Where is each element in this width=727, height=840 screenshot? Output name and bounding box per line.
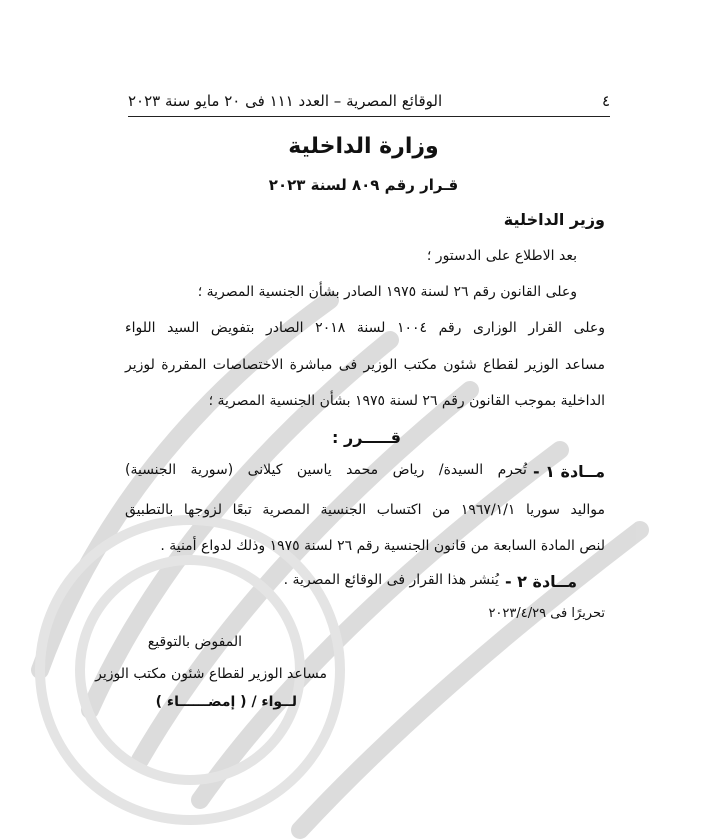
article-2-label: مــادة ٢ - bbox=[504, 572, 577, 591]
article-1-label: مــادة ١ - bbox=[532, 462, 605, 481]
signature-name: لــواء / ( إمضــــــاء ) bbox=[155, 694, 297, 710]
ministry-title: وزارة الداخلية bbox=[288, 134, 439, 159]
signature-delegate: المفوض بالتوقيع bbox=[147, 634, 242, 650]
preamble-line-4: مساعد الوزير لقطاع شئون مكتب الوزير فى مباشرة الاختصاصات المقررة لوزير bbox=[125, 357, 605, 373]
preamble-line-5: الداخلية بموجب القانون رقم ٢٦ لسنة ١٩٧٥ بشأن الجنسية المصرية ؛ bbox=[208, 393, 605, 409]
page-header bbox=[128, 86, 610, 110]
preamble-line-3: وعلى القرار الوزارى رقم ١٠٠٤ لسنة ٢٠١٨ الصادر بتفويض السيد اللواء bbox=[125, 320, 606, 336]
issued-date: تحريرًا فى ٢٠٢٣/٤/٢٩ bbox=[488, 606, 605, 621]
minister-heading: وزير الداخلية bbox=[503, 210, 605, 229]
article-2-line bbox=[284, 572, 577, 591]
decree-title: قـرار رقم ٨٠٩ لسنة ٢٠٢٣ bbox=[268, 176, 459, 194]
article-1-line-2: مواليد سوريا ١٩٦٧/١/١ من اكتساب الجنسية المصرية تبعًا لزوجها بالتطبيق bbox=[125, 502, 605, 518]
preamble-line-2: وعلى القانون رقم ٢٦ لسنة ١٩٧٥ الصادر بشأن الجنسية المصرية ؛ bbox=[197, 284, 577, 300]
article-2-text: يُنشر هذا القرار فى الوقائع المصرية . bbox=[283, 572, 499, 588]
preamble-line-1: بعد الاطلاع على الدستور ؛ bbox=[426, 248, 577, 264]
article-1-line-1 bbox=[125, 462, 605, 481]
page-number: ٤ bbox=[601, 92, 610, 110]
signature-position: مساعد الوزير لقطاع شئون مكتب الوزير bbox=[95, 666, 327, 682]
publication-line: الوقائع المصرية – العدد ١١١ فى ٢٠ مايو سنة ٢٠٢٣ bbox=[128, 92, 443, 110]
header-divider bbox=[128, 116, 610, 117]
decided-label: قـــــرر : bbox=[332, 428, 401, 447]
article-1-line-3: لنص المادة السابعة من قانون الجنسية رقم ٢٦ لسنة ١٩٧٥ وذلك لدواع أمنية . bbox=[160, 538, 605, 554]
article-1-text-1: تُحرم السيدة/ رياض محمد ياسين كيلانى (سورية الجنسية) bbox=[125, 462, 527, 478]
